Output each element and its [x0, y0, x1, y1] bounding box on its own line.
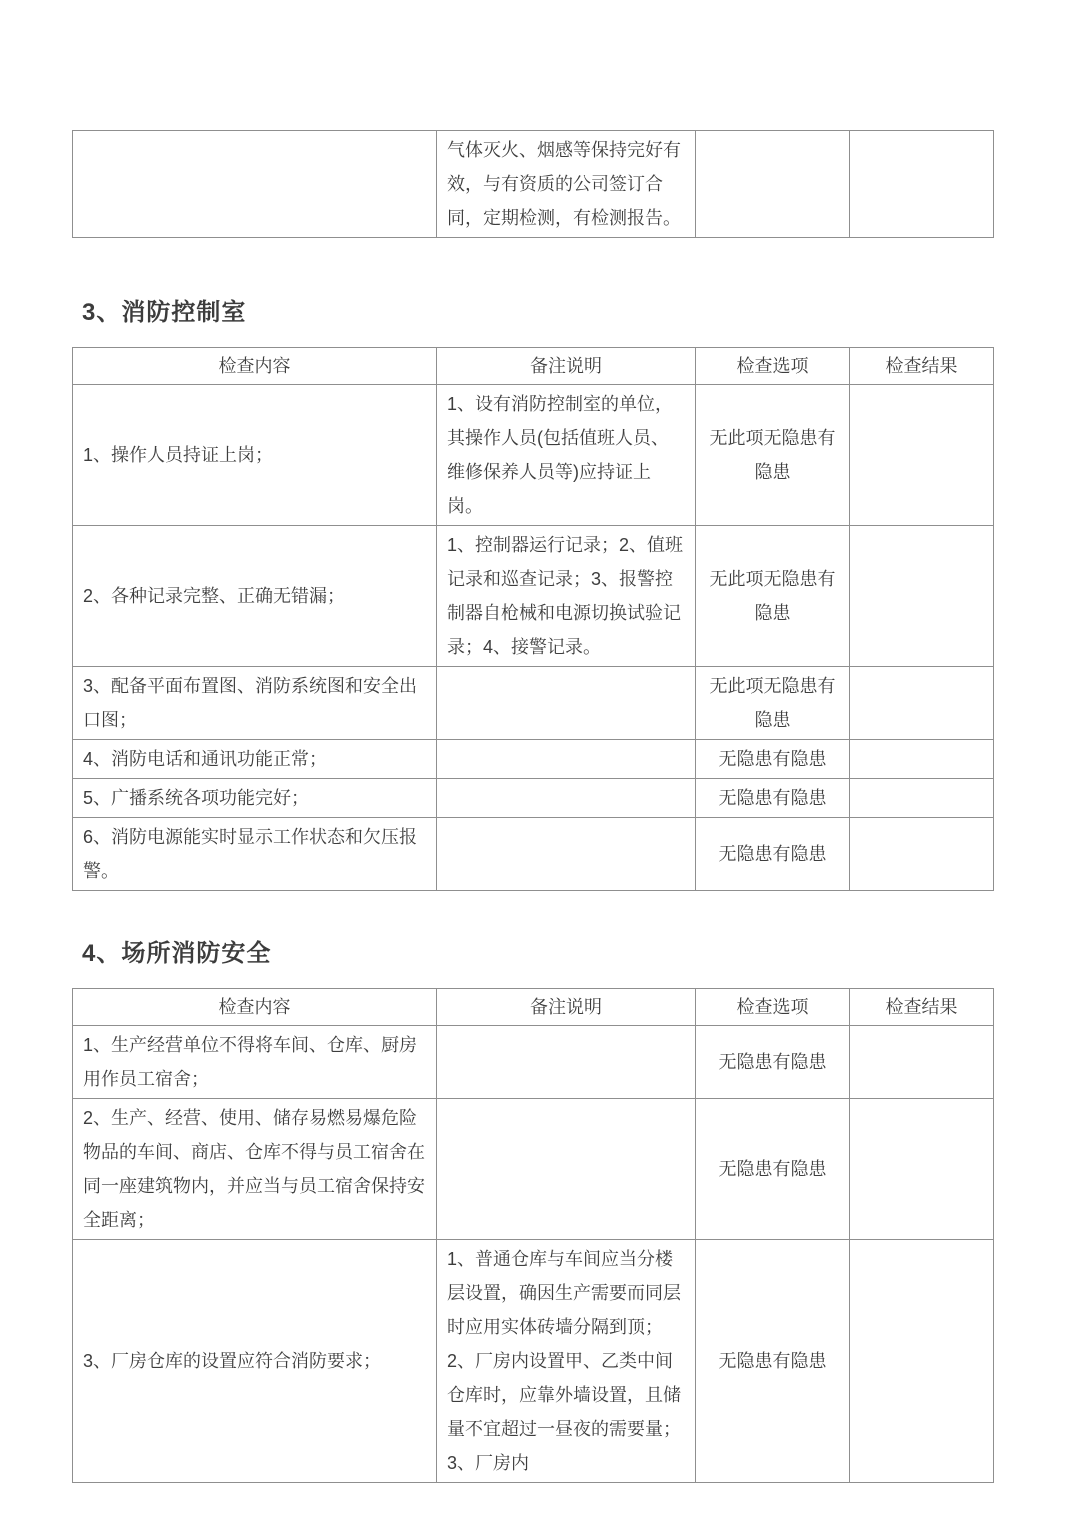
- section-title-fire-control-room: 3、消防控制室: [82, 299, 247, 326]
- column-header-remark: 备注说明: [437, 348, 696, 385]
- cell-result: [850, 1026, 994, 1099]
- site-fire-safety-table: [72, 988, 994, 1483]
- cell-remark: [437, 1099, 696, 1240]
- cell-content: 2、各种记录完整、正确无错漏；: [73, 526, 437, 667]
- continuation-table: [72, 130, 994, 238]
- cell-remark: 1、设有消防控制室的单位，其操作人员(包括值班人员、维修保养人员等)应持证上岗。: [437, 385, 696, 526]
- section-title-site-fire-safety: 4、场所消防安全: [82, 940, 272, 967]
- cell-result: [850, 131, 994, 238]
- cell-content: 3、厂房仓库的设置应符合消防要求；: [73, 1240, 437, 1483]
- cell-content: 2、生产、经营、使用、储存易燃易爆危险物品的车间、商店、仓库不得与员工宿舍在同一座建筑物内，并应当与员工宿舍保持安全距离；: [73, 1099, 437, 1240]
- cell-result: [850, 667, 994, 740]
- cell-options: 无此项无隐患有隐患: [696, 385, 850, 526]
- cell-options: 无此项无隐患有隐患: [696, 526, 850, 667]
- column-header-remark: 备注说明: [437, 989, 696, 1026]
- table-row: [73, 779, 994, 818]
- table-row: [73, 1240, 994, 1483]
- cell-content: [73, 131, 437, 238]
- cell-options: 无此项无隐患有隐患: [696, 667, 850, 740]
- cell-result: [850, 779, 994, 818]
- cell-result: [850, 385, 994, 526]
- cell-remark: [437, 740, 696, 779]
- cell-content: 6、消防电源能实时显示工作状态和欠压报警。: [73, 818, 437, 891]
- cell-result: [850, 818, 994, 891]
- column-header-content: 检查内容: [73, 348, 437, 385]
- column-header-result: 检查结果: [850, 348, 994, 385]
- table-row: [73, 740, 994, 779]
- cell-remark: [437, 667, 696, 740]
- cell-options: 无隐患有隐患: [696, 818, 850, 891]
- table-row: [73, 818, 994, 891]
- cell-content: 1、操作人员持证上岗；: [73, 385, 437, 526]
- cell-content: 5、广播系统各项功能完好；: [73, 779, 437, 818]
- cell-content: 4、消防电话和通讯功能正常；: [73, 740, 437, 779]
- cell-result: [850, 740, 994, 779]
- column-header-result: 检查结果: [850, 989, 994, 1026]
- cell-result: [850, 526, 994, 667]
- cell-remark: 1、普通仓库与车间应当分楼层设置，确因生产需要而同层时应用实体砖墙分隔到顶；2、厂房内设置甲、乙类中间仓库时，应靠外墙设置，且储量不宜超过一昼夜的需要量；3、厂房内: [437, 1240, 696, 1483]
- cell-remark: 1、控制器运行记录；2、值班记录和巡查记录；3、报警控制器自枪械和电源切换试验记录；4、接警记录。: [437, 526, 696, 667]
- cell-remark: [437, 818, 696, 891]
- table-row: [73, 526, 994, 667]
- fire-control-room-table: [72, 347, 994, 891]
- cell-result: [850, 1099, 994, 1240]
- column-header-options: 检查选项: [696, 348, 850, 385]
- cell-content: 3、配备平面布置图、消防系统图和安全出口图；: [73, 667, 437, 740]
- column-header-content: 检查内容: [73, 989, 437, 1026]
- table-row: [73, 131, 994, 238]
- cell-options: 无隐患有隐患: [696, 1099, 850, 1240]
- cell-content: 1、生产经营单位不得将车间、仓库、厨房用作员工宿舍；: [73, 1026, 437, 1099]
- cell-options: [696, 131, 850, 238]
- column-header-options: 检查选项: [696, 989, 850, 1026]
- cell-options: 无隐患有隐患: [696, 1240, 850, 1483]
- cell-remark: [437, 1026, 696, 1099]
- table-row: [73, 1099, 994, 1240]
- table-row: [73, 1026, 994, 1099]
- cell-remark: 气体灭火、烟感等保持完好有效，与有资质的公司签订合同，定期检测，有检测报告。: [437, 131, 696, 238]
- cell-options: 无隐患有隐患: [696, 779, 850, 818]
- table-row: [73, 667, 994, 740]
- cell-result: [850, 1240, 994, 1483]
- cell-options: 无隐患有隐患: [696, 1026, 850, 1099]
- table-row: [73, 385, 994, 526]
- table-header-row: [73, 348, 994, 385]
- table-header-row: [73, 989, 994, 1026]
- cell-options: 无隐患有隐患: [696, 740, 850, 779]
- cell-remark: [437, 779, 696, 818]
